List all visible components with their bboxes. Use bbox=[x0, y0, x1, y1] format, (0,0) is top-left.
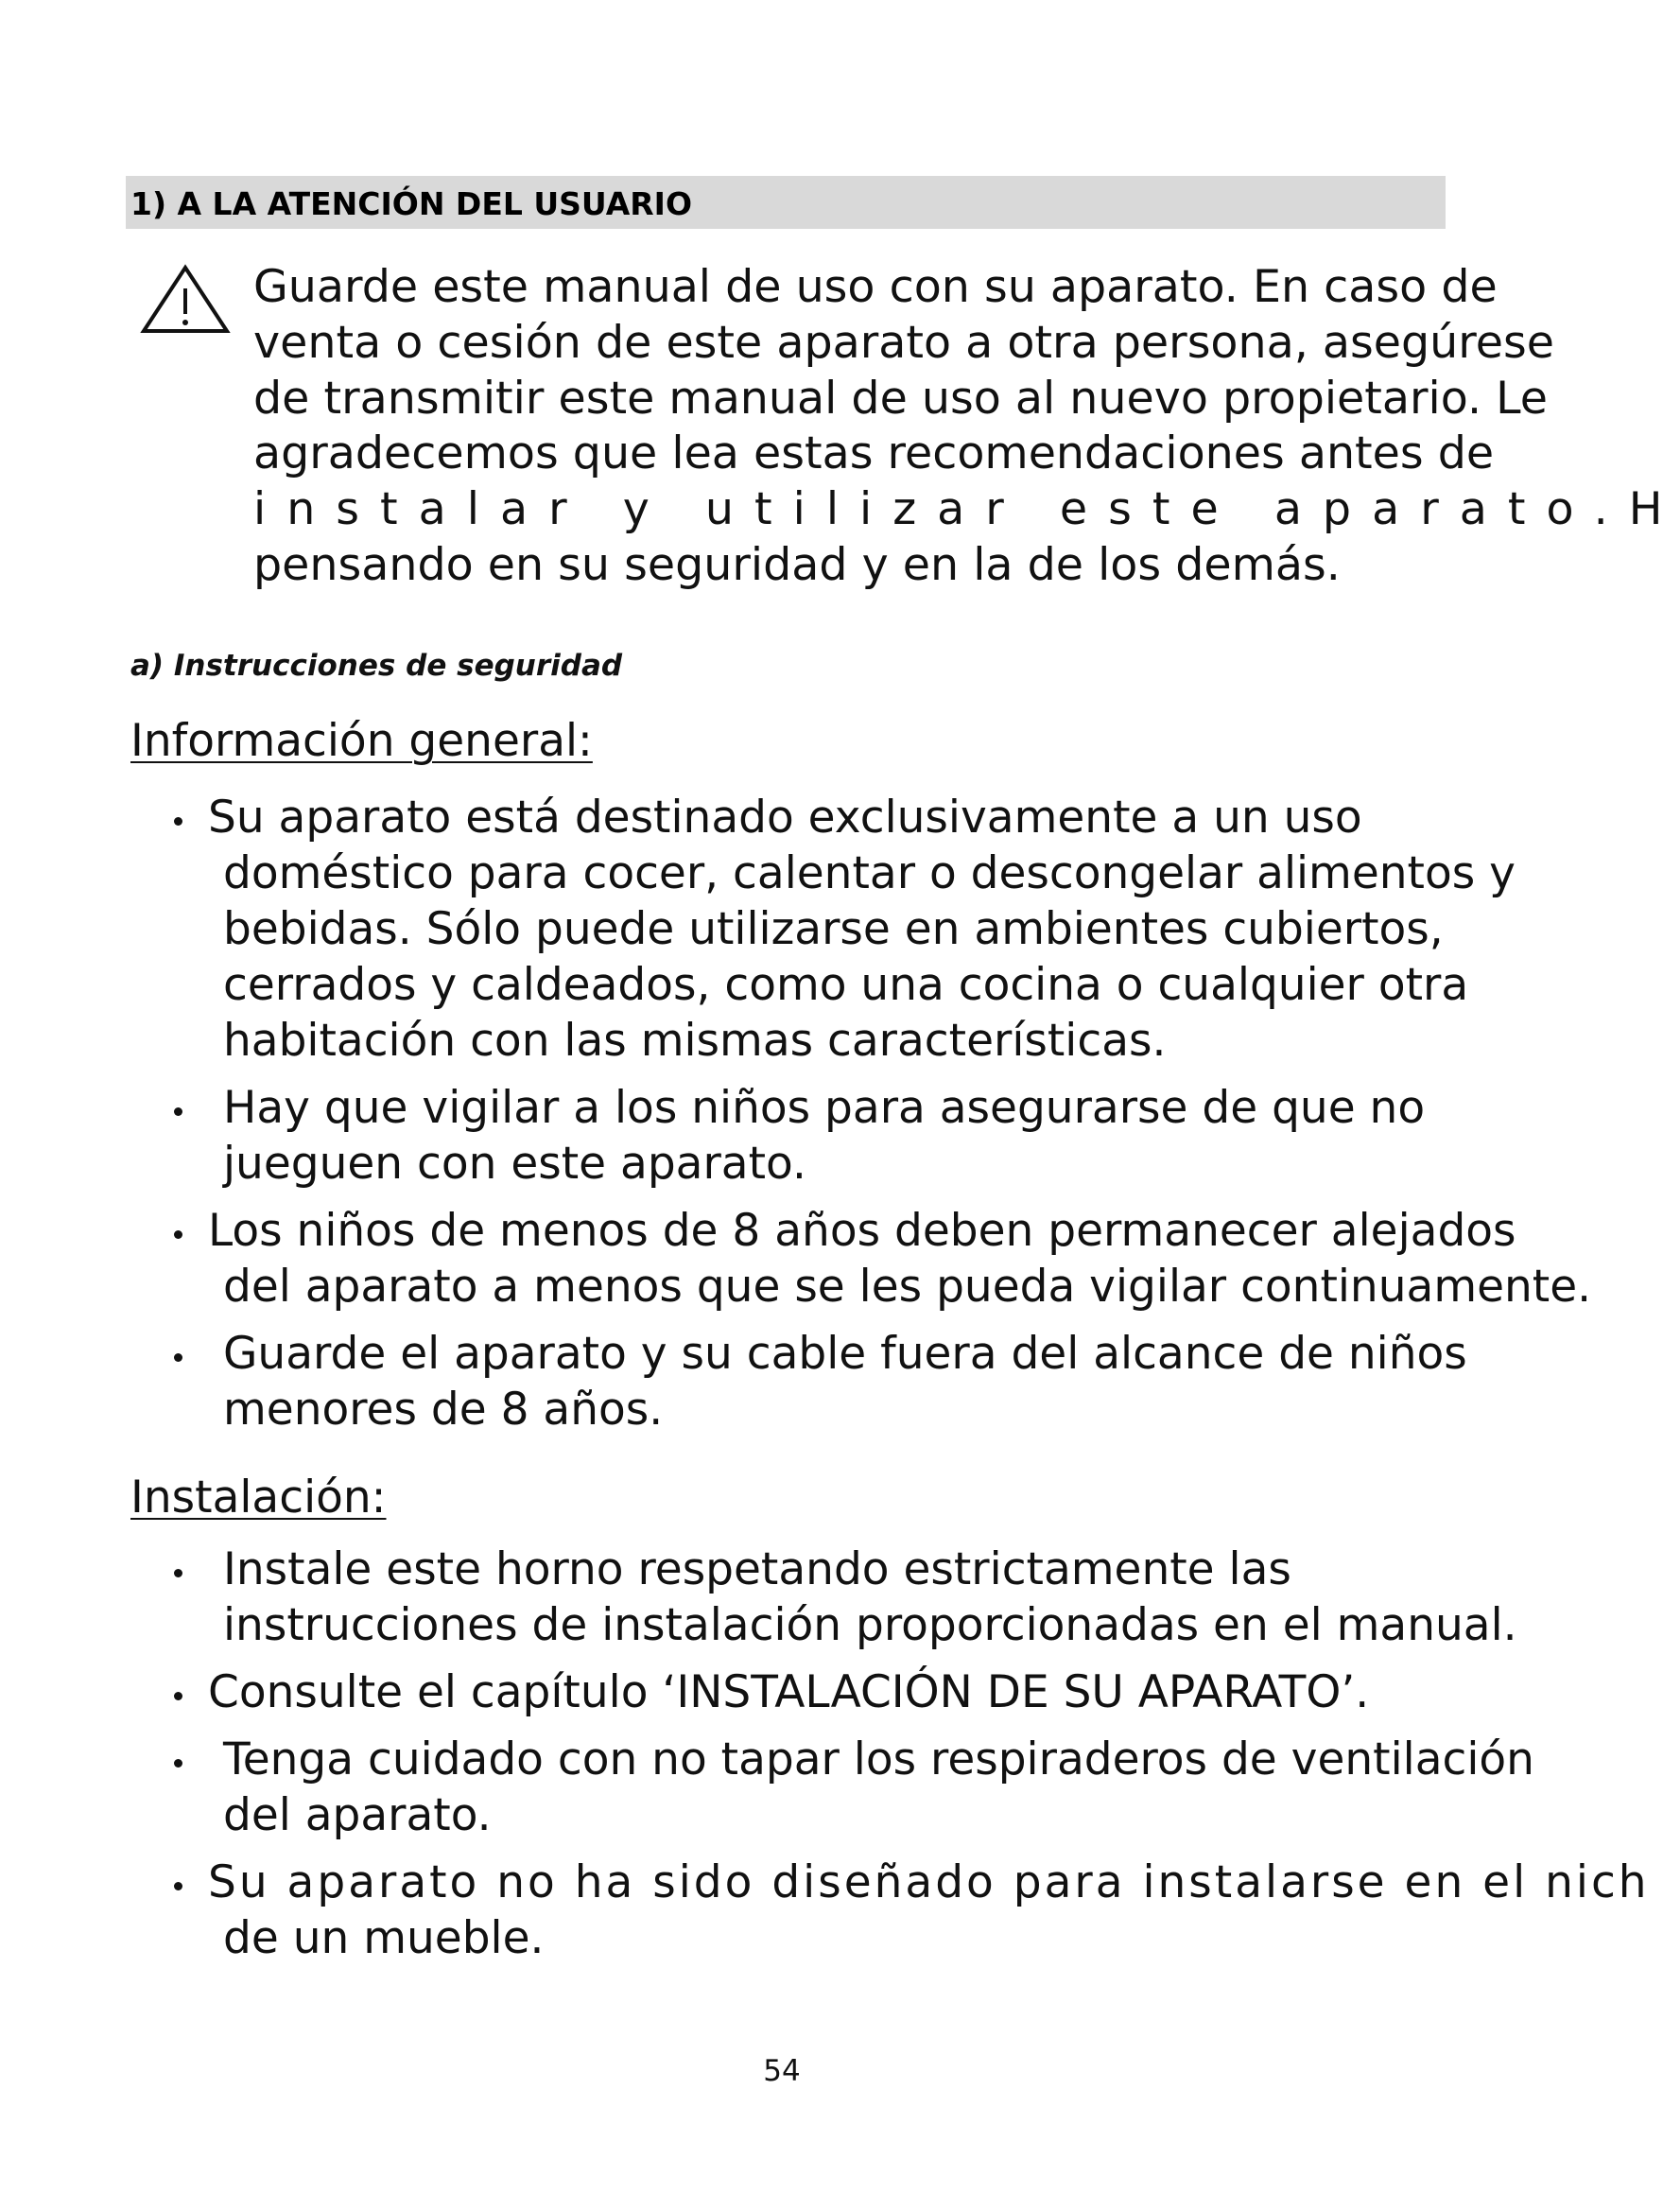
bullet-dot bbox=[174, 1230, 182, 1239]
bullet-dot bbox=[174, 1353, 182, 1362]
bullet-line: jueguen con este aparato. bbox=[223, 1138, 806, 1190]
bullet-text: Su aparato está destinado exclusivamente a un uso bbox=[208, 792, 1362, 844]
intro-line: agradecemos que lea estas recomendaciones antes de bbox=[253, 427, 1495, 480]
bullet-line: Guarde el aparato y su cable fuera del alcance de niños bbox=[223, 1328, 1467, 1380]
bullet-line: habitación con las mismas características. bbox=[223, 1015, 1167, 1067]
bullet-line: Los niños de menos de 8 años deben permanecer alejados bbox=[208, 1205, 1516, 1257]
page-number: 54 bbox=[763, 2054, 801, 2088]
intro-line-spaced bbox=[253, 482, 1663, 538]
installation-heading: Instalación: bbox=[130, 1472, 387, 1524]
bullet-dot bbox=[174, 817, 182, 826]
bullet-line: Consulte el capítulo ‘INSTALACIÓN DE SU APARATO’. bbox=[208, 1666, 1370, 1718]
bullet-line: de un mueble. bbox=[223, 1912, 545, 1964]
list-item bbox=[159, 1732, 1534, 1843]
general-bullet-list bbox=[159, 790, 1592, 1437]
intro-line: Guarde este manual de uso con su aparato. En caso de bbox=[253, 261, 1498, 313]
bullet-line: menores de 8 años. bbox=[223, 1384, 664, 1436]
subsection-title: a) Instrucciones de seguridad bbox=[130, 649, 623, 683]
bullet-dot bbox=[174, 1107, 182, 1116]
bullet-line: Hay que vigilar a los niños para asegurarse de que no bbox=[223, 1082, 1426, 1134]
intro-line-justified bbox=[253, 427, 1495, 482]
bullet-dot bbox=[174, 1692, 182, 1700]
intro-line: pensando en su seguridad y en la de los demás. bbox=[253, 538, 1341, 591]
list-item bbox=[159, 1855, 1650, 1966]
bullet-line: Instale este horno respetando estrictamente las bbox=[223, 1543, 1291, 1595]
intro-line: venta o cesión de este aparato a otra persona, asegúrese bbox=[253, 316, 1554, 369]
installation-bullet-list bbox=[159, 1541, 1650, 1966]
warning-triangle-icon bbox=[140, 263, 231, 335]
section-title: 1) A LA ATENCIÓN DEL USUARIO bbox=[130, 185, 692, 222]
bullet-dot bbox=[174, 1882, 182, 1890]
list-item bbox=[159, 1203, 1592, 1315]
bullet-line: instrucciones de instalación proporcionadas en el manual. bbox=[223, 1599, 1517, 1651]
intro-paragraph bbox=[253, 260, 1663, 594]
bullet-dot bbox=[174, 1759, 182, 1768]
list-item bbox=[159, 790, 1516, 1069]
bullet-line: del aparato a menos que se les pueda vigilar continuamente. bbox=[223, 1261, 1592, 1313]
list-item bbox=[159, 1664, 1482, 1720]
intro-line: de transmitir este manual de uso al nuevo propietario. Le bbox=[253, 372, 1549, 425]
list-item bbox=[159, 1326, 1482, 1437]
general-info-heading: Información general: bbox=[130, 715, 593, 767]
intro-line: instalar y utilizar este aparato. bbox=[253, 483, 1629, 536]
list-item bbox=[159, 1080, 1482, 1192]
bullet-line: Tenga cuidado con no tapar los respiraderos de ventilación bbox=[223, 1733, 1534, 1785]
bullet-line: bebidas. Sólo puede utilizarse en ambientes cubiertos, bbox=[223, 903, 1444, 955]
bullet-line: Su aparato no ha sido diseñado para instalarse en el nich bbox=[208, 1856, 1650, 1908]
list-item bbox=[159, 1541, 1517, 1653]
bullet-line: doméstico para cocer, calentar o descongelar alimentos y bbox=[223, 847, 1516, 899]
bullet-line: del aparato. bbox=[223, 1789, 492, 1841]
intro-line-fragment: H bbox=[1628, 483, 1663, 536]
bullet-dot bbox=[174, 1569, 182, 1577]
bullet-line bbox=[208, 790, 1437, 845]
bullet-line: cerrados y caldeados, como una cocina o cualquier otra bbox=[223, 959, 1469, 1011]
